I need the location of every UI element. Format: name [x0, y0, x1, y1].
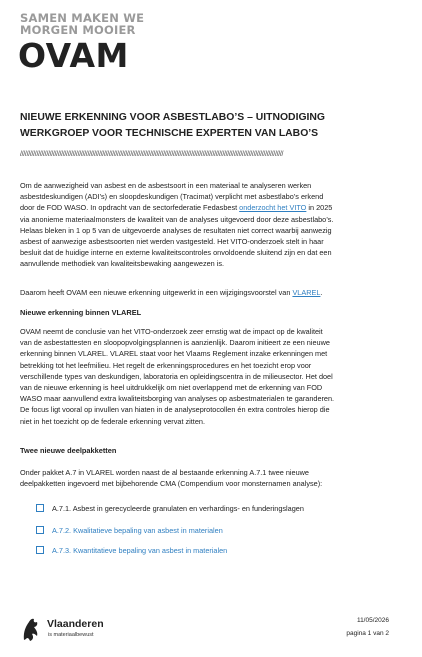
- section2-line: deelpakketten ingevoerd met bijbehorende CMA (Compendium voor monsternamen analyse):: [20, 479, 323, 489]
- ovam-text: .: [320, 288, 323, 297]
- title-line-2: WERKGROEP VOOR TECHNISCHE EXPERTEN VAN LABO’S: [20, 128, 319, 139]
- section-heading-vlarel: Nieuwe erkenning binnen VLAREL: [20, 308, 142, 317]
- footer-page-number: pagina 1 van 2: [346, 630, 389, 637]
- list-item[interactable]: [36, 526, 223, 536]
- intro-line: aanvullende methodiek van kwaliteitsbewaking aangewezen is.: [20, 259, 225, 269]
- section1-line: van de nieuwe erkenning is heel uitdrukkelijk om niet overlappend met de erkenning van FOD: [20, 382, 323, 392]
- separator-slashes: ////////////////////////////////////////////////////////////////////////////////////////////////////////////////////////////////////////////////////////////////: [20, 151, 284, 158]
- checkbox-icon: [36, 504, 44, 512]
- document-title: [20, 110, 405, 142]
- section1-line: De focus ligt vooral op invullen van hiaten in de analyseprotocollen én extra controles hierop die: [20, 405, 330, 415]
- checkbox-icon: [36, 546, 44, 554]
- vito-link[interactable]: onderzocht het VITO: [239, 203, 307, 213]
- footer-org-subtitle: is materiaalbewust: [48, 632, 94, 638]
- section1-line: van de asbestattesten en sloopopvolgingsplannen is aanzienlijk. Daarom initieert ze een nieuwe: [20, 338, 330, 348]
- footer-org-name: Vlaanderen: [47, 618, 104, 630]
- title-line-1: NIEUWE ERKENNING VOOR ASBESTLABO’S – UITNODIGING: [20, 112, 326, 123]
- section1-line: niet in het toezicht op de federale erkenning vervat zitten.: [20, 416, 205, 426]
- section1-line: verschillende types van deskundigen, laboratoria en opleidingscentra in de milieusector. Het doel: [20, 371, 333, 381]
- section1-line: OVAM neemt de conclusie van het VITO-onderzoek zeer ernstig wat de impact op de kwaliteit: [20, 327, 323, 336]
- intro-line: Helaas bleken in 1 op 5 van de uitgevoerde analyses de resultaten niet correct waarbij aanwezig: [20, 225, 332, 235]
- list-item: [36, 504, 304, 514]
- tagline-line-2: MORGEN MOOIER: [20, 23, 136, 37]
- ovam-paragraph: [20, 287, 405, 298]
- section2-line: Onder pakket A.7 in VLAREL worden naast de al bestaande erkenning A.7.1 twee nieuwe: [20, 468, 309, 477]
- list-item-label: A.7.1. Asbest in gerecycleerde granulaten en verhardings- en funderingslagen: [52, 504, 304, 513]
- intro-text: in 2025: [306, 203, 333, 213]
- list-item-label: A.7.3. Kwantitatieve bepaling van asbest in materialen: [52, 546, 228, 555]
- footer-date: 11/05/2026: [356, 617, 389, 624]
- intro-line: via anonieme materiaalmonsters de kwaliteit van de analyses uitgevoerd door deze asbestlabo’s.: [20, 214, 334, 224]
- section1-paragraph: [20, 326, 405, 427]
- section1-line: erkenning binnen VLAREL. VLAREL staat voor het Vlaams Reglement inzake erkenningen met: [20, 349, 328, 359]
- vlarel-link[interactable]: VLAREL: [292, 288, 321, 297]
- ovam-text: Daarom heeft OVAM een nieuwe erkenning uitgewerkt in een wijzigingsvoorstel van: [20, 288, 293, 297]
- intro-line: Om de aanwezigheid van asbest en de asbestsoort in een materiaal te analyseren werken: [20, 181, 312, 190]
- list-item[interactable]: [36, 546, 227, 556]
- ovam-line: [20, 287, 405, 298]
- checkbox-icon: [36, 526, 44, 534]
- tagline-line-1: SAMEN MAKEN WE: [20, 11, 145, 25]
- section1-line: betrekking tot het leefmilieu. Het regelt de erkenningsprocedures en het toezicht erop voor: [20, 360, 312, 370]
- section-heading-deelpakketten: Twee nieuwe deelpakketten: [20, 446, 117, 455]
- section2-paragraph: [20, 467, 405, 489]
- intro-line: asbest of aanwezige asbestsoorten niet werden vastgesteld. Het VITO-onderzoek stelt in haar: [20, 236, 324, 246]
- ovam-tagline: [20, 12, 144, 36]
- intro-line: besluit dat de huidige interne en externe kwaliteitscontroles onvoldoende sluitend zijn en dat een: [20, 248, 332, 258]
- intro-line: [20, 202, 405, 213]
- list-item-label: A.7.2. Kwalitatieve bepaling van asbest in materialen: [52, 526, 223, 535]
- intro-paragraph: [20, 180, 405, 270]
- ovam-logo: OVAM: [18, 36, 129, 75]
- intro-text: door de FOD WASO. In opdracht van de sectorfederatie Fedasbest: [20, 203, 240, 213]
- section1-line: WASO maar aanvullend extra kwaliteitsborging van analyses op asbestmaterialen te garanderen.: [20, 394, 335, 404]
- intro-line: asbestdeskundigen (ADI’s) en sloopdeskundigen (Tracimat) verplicht met asbestlabo’s erkend: [20, 192, 324, 202]
